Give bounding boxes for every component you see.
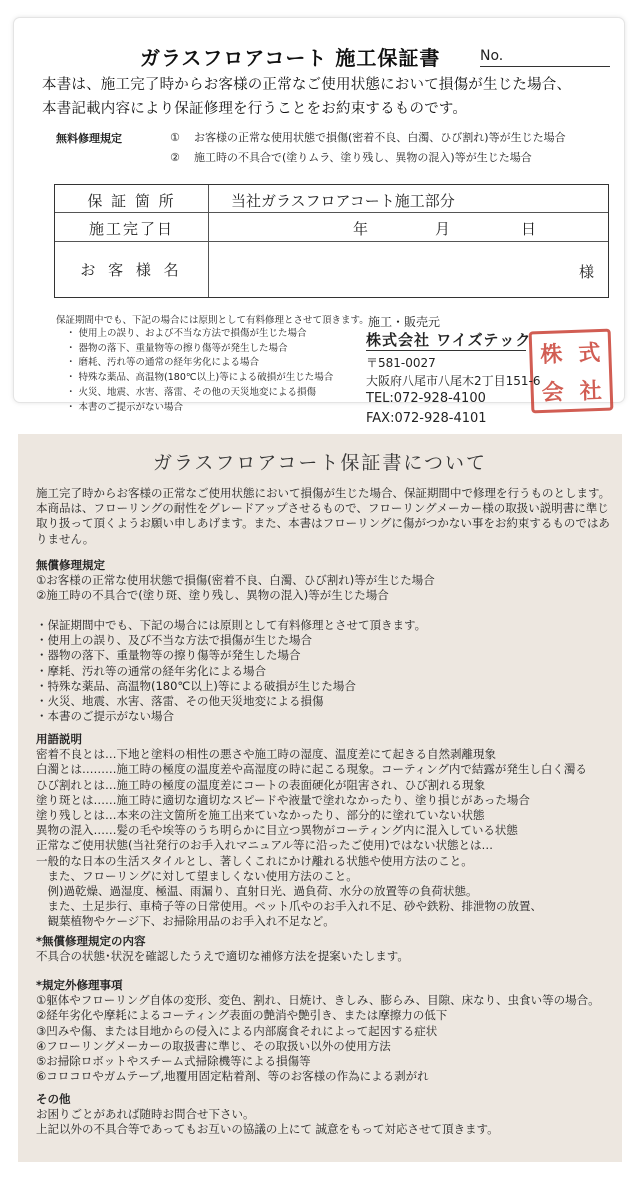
exclusions-intro: 保証期間中でも、下記の場合には原則として有料修理とさせて頂きます。 <box>56 315 369 326</box>
item-number: ② <box>170 151 180 164</box>
outside-item: ②経年劣化や摩耗によるコーティング表面の艶消や艶引き、または摩擦力の低下 <box>36 1008 448 1023</box>
intro-line: 本商品は、フローリングの耐性をグレードアップさせるもので、フローリングメーカー様の取扱い説明書に準じ <box>36 501 609 516</box>
postal-code: 〒581-0027 <box>366 356 436 370</box>
section-heading: 用語説明 <box>36 732 82 746</box>
exclusion-item: ・ 磨耗、汚れ等の通常の経年劣化による場合 <box>66 357 260 369</box>
intro-line: 施工完了時からお客様の正常なご使用状態において損傷が生じた場合、保証期間中で修理を行うものとします。 <box>36 486 611 500</box>
term-line: また、土足歩行、車椅子等の日常使用。ペット爪やのお手入れ不足、砂や鉄粉、排泄物の放置、 <box>36 899 542 914</box>
exclusion-item: ・ 使用上の誤り、および不当な方法で損傷が生じた場合 <box>66 328 307 339</box>
intro-line: 取り扱って頂くようお願い申しあげます。また、本書はフローリングに傷がつかない事をお約束するものではあ <box>36 516 610 531</box>
free-repair-list <box>170 128 566 168</box>
warranty-card <box>14 18 624 426</box>
intro-line: りません。 <box>36 531 95 546</box>
free-repair-label: 無料修理規定 <box>56 132 122 145</box>
seal-char: 会 <box>541 379 565 406</box>
section-heading: *規定外修理事項 <box>36 978 123 992</box>
month-label: 月 <box>435 220 451 238</box>
term-line: ひび割れとは…施工時の極度の温度差にコートの表面硬化が阻害され、ひび割れる現象 <box>36 777 486 792</box>
term-line: また、フローリングに対して望ましくない使用方法のこと。 <box>36 868 358 883</box>
term-line: 一般的な日本の生活スタイルとし、著しくこれにかけ離れる状態や使用方法のこと。 <box>36 853 473 868</box>
paid-item: ・使用上の誤り、及び不当な方法で損傷が生じた場合 <box>36 633 312 648</box>
free-repair-section <box>36 558 616 604</box>
card-title: ガラスフロアコート 施工保証書 <box>140 46 441 70</box>
other-item: お困りごとがあれば随時お問合せ下さい。 <box>36 1107 255 1122</box>
free-item: ②施工時の不具合で(塗り斑、塗り残し、異物の混入)等が生じた場合 <box>36 588 389 603</box>
card-intro <box>42 73 622 121</box>
other-section <box>36 1092 616 1138</box>
term-line: 観葉植物やケージ下、お掃除用品のお手入れ不足など。 <box>36 914 335 929</box>
terms-section <box>36 732 616 930</box>
paid-item: ・保証期間中でも、下記の場合には原則として有料修理とさせて頂きます。 <box>36 618 427 632</box>
item-number: ① <box>170 131 180 144</box>
section-heading: その他 <box>36 1092 71 1106</box>
customer-name-label: お 客 様 名 <box>80 261 183 279</box>
seal-char: 株 <box>539 341 563 368</box>
company-underline <box>366 350 526 351</box>
panel-title: ガラスフロアコート保証書について <box>152 452 488 474</box>
term-line: 密着不良とは…下地と塗料の相性の悪さや施工時の湿度、温度差にて起きる自然剥離現象 <box>36 747 496 762</box>
paid-repair-section <box>36 618 616 724</box>
seal-char: 式 <box>577 340 601 367</box>
table-row-location <box>55 185 608 213</box>
outside-item: ⑥コロコロやガムテープ,地覆用固定粘着剤、等のお客様の作為による剥がれ <box>36 1069 429 1084</box>
paid-item: ・摩耗、汚れ等の通常の経年劣化による場合 <box>36 663 266 678</box>
fax-number: FAX:072-928-4101 <box>366 411 487 426</box>
term-line: 正常なご使用状態(当社発行のお手入れマニュアル等に沿ったご使用)ではない状態とは… <box>36 838 494 853</box>
free-repair-item <box>170 148 566 168</box>
section-heading: *無償修理規定の内容 <box>36 934 146 948</box>
certificate-number-label: No. <box>480 48 504 64</box>
paid-item: ・器物の落下、重量物等の擦り傷等が発生した場合 <box>36 648 301 663</box>
company-name: 株式会社 ワイズテック <box>366 331 532 349</box>
exclusion-item: ・ 本書のご提示がない場合 <box>66 401 184 413</box>
seller-label: 施工・販売元 <box>368 315 441 329</box>
free-repair-content-section <box>36 934 616 964</box>
exclusion-item: ・ 火災、地震、水害、落雷、その他の天災地変による損傷 <box>66 386 317 398</box>
other-item: 上記以外の不具合等であってもお互いの協議の上にて 誠意をもって対応させて頂きます。 <box>36 1122 499 1137</box>
seal-char: 社 <box>579 378 603 405</box>
exclusion-item: ・ 特殊な薬品、高温物(180℃以上)等による破損が生じた場合 <box>66 372 334 384</box>
free-item: ①お客様の正常な使用状態で損傷(密着不良、白濁、ひび割れ)等が生じた場合 <box>36 573 435 588</box>
location-value: 当社ガラスフロアコート施工部分 <box>231 192 455 210</box>
outside-scope-section <box>36 978 616 1084</box>
exclusions-list <box>66 327 333 415</box>
term-line: 白濁とは………施工時の極度の温度差や高湿度の時に起こる現象。コーティング内で結露が発生し白く濁る <box>36 762 587 777</box>
item-text: 施工時の不具合で(塗りムラ、塗り残し、異物の混入)等が生じた場合 <box>194 151 532 164</box>
day-label: 日 <box>521 220 537 238</box>
term-line: 例)過乾燥、過湿度、極温、雨漏り、直射日光、過負荷、水分の放置等の負荷状態。 <box>36 884 478 899</box>
location-label: 保 証 箇 所 <box>87 192 176 210</box>
table-row-customer <box>55 242 608 297</box>
term-line: 異物の混入……髪の毛や埃等のうち明らかに目立つ異物がコーティング内に混入している状態 <box>36 823 518 838</box>
card-intro-line: 本書記載内容により保証修理を行うことをお約束するものです。 <box>42 101 468 117</box>
paid-item: ・本書のご提示がない場合 <box>36 709 174 724</box>
outside-item: ①躯体やフローリング自体の変形、変色、割れ、日焼け、きしみ、膨らみ、目隙、床なり、虫食い等の場合。 <box>36 993 600 1008</box>
certificate-number-line <box>480 66 610 67</box>
year-label: 年 <box>353 220 369 238</box>
exclusion-item: ・ 器物の落下、重量物等の擦り傷等が発生した場合 <box>66 342 288 354</box>
company-seal <box>529 329 614 414</box>
term-line: 塗り残しとは…本来の注文箇所を施工出来ていなかったり、部分的に塗れていない状態 <box>36 808 485 823</box>
panel-intro <box>36 486 616 547</box>
card-intro-line: 本書は、施工完了時からお客様の正常なご使用状態において損傷が生じた場合、 <box>42 77 572 93</box>
paid-item: ・特殊な薬品、高温物(180℃以上)等による破損が生じた場合 <box>36 678 356 693</box>
phone-number: TEL:072-928-4100 <box>366 391 486 406</box>
explanation-panel <box>18 434 622 1162</box>
term-line: 塗り斑とは……施工時に適切な適切なスピードや液量で塗れなかったり、塗り損じがあった場合 <box>36 792 530 807</box>
section-heading: 無償修理規定 <box>36 558 105 572</box>
warranty-table <box>54 184 609 298</box>
item-text: お客様の正常な使用状態で損傷(密着不良、白濁、ひび割れ)等が生じた場合 <box>194 131 566 144</box>
outside-item: ③凹みや傷、または目地からの侵入による内部腐食それによって起因する症状 <box>36 1023 438 1038</box>
company-address: 大阪府八尾市八尾木2丁目151-6 <box>366 374 541 388</box>
outside-item: ④フローリングメーカーの取扱書に準じ、その取扱い以外の使用方法 <box>36 1038 391 1053</box>
paid-item: ・火災、地震、水害、落雷、その他天災地変による損傷 <box>36 694 324 709</box>
completion-date-label: 施工完了日 <box>88 220 174 238</box>
outside-item: ⑤お掃除ロボットやスチーム式掃除機等による損傷等 <box>36 1054 311 1069</box>
free-repair-item <box>170 128 566 148</box>
content-text: 不具合の状態･状況を確認したうえで適切な補修方法を提案いたします。 <box>36 949 409 964</box>
honorific-label: 様 <box>579 263 595 281</box>
table-row-date <box>55 213 608 242</box>
